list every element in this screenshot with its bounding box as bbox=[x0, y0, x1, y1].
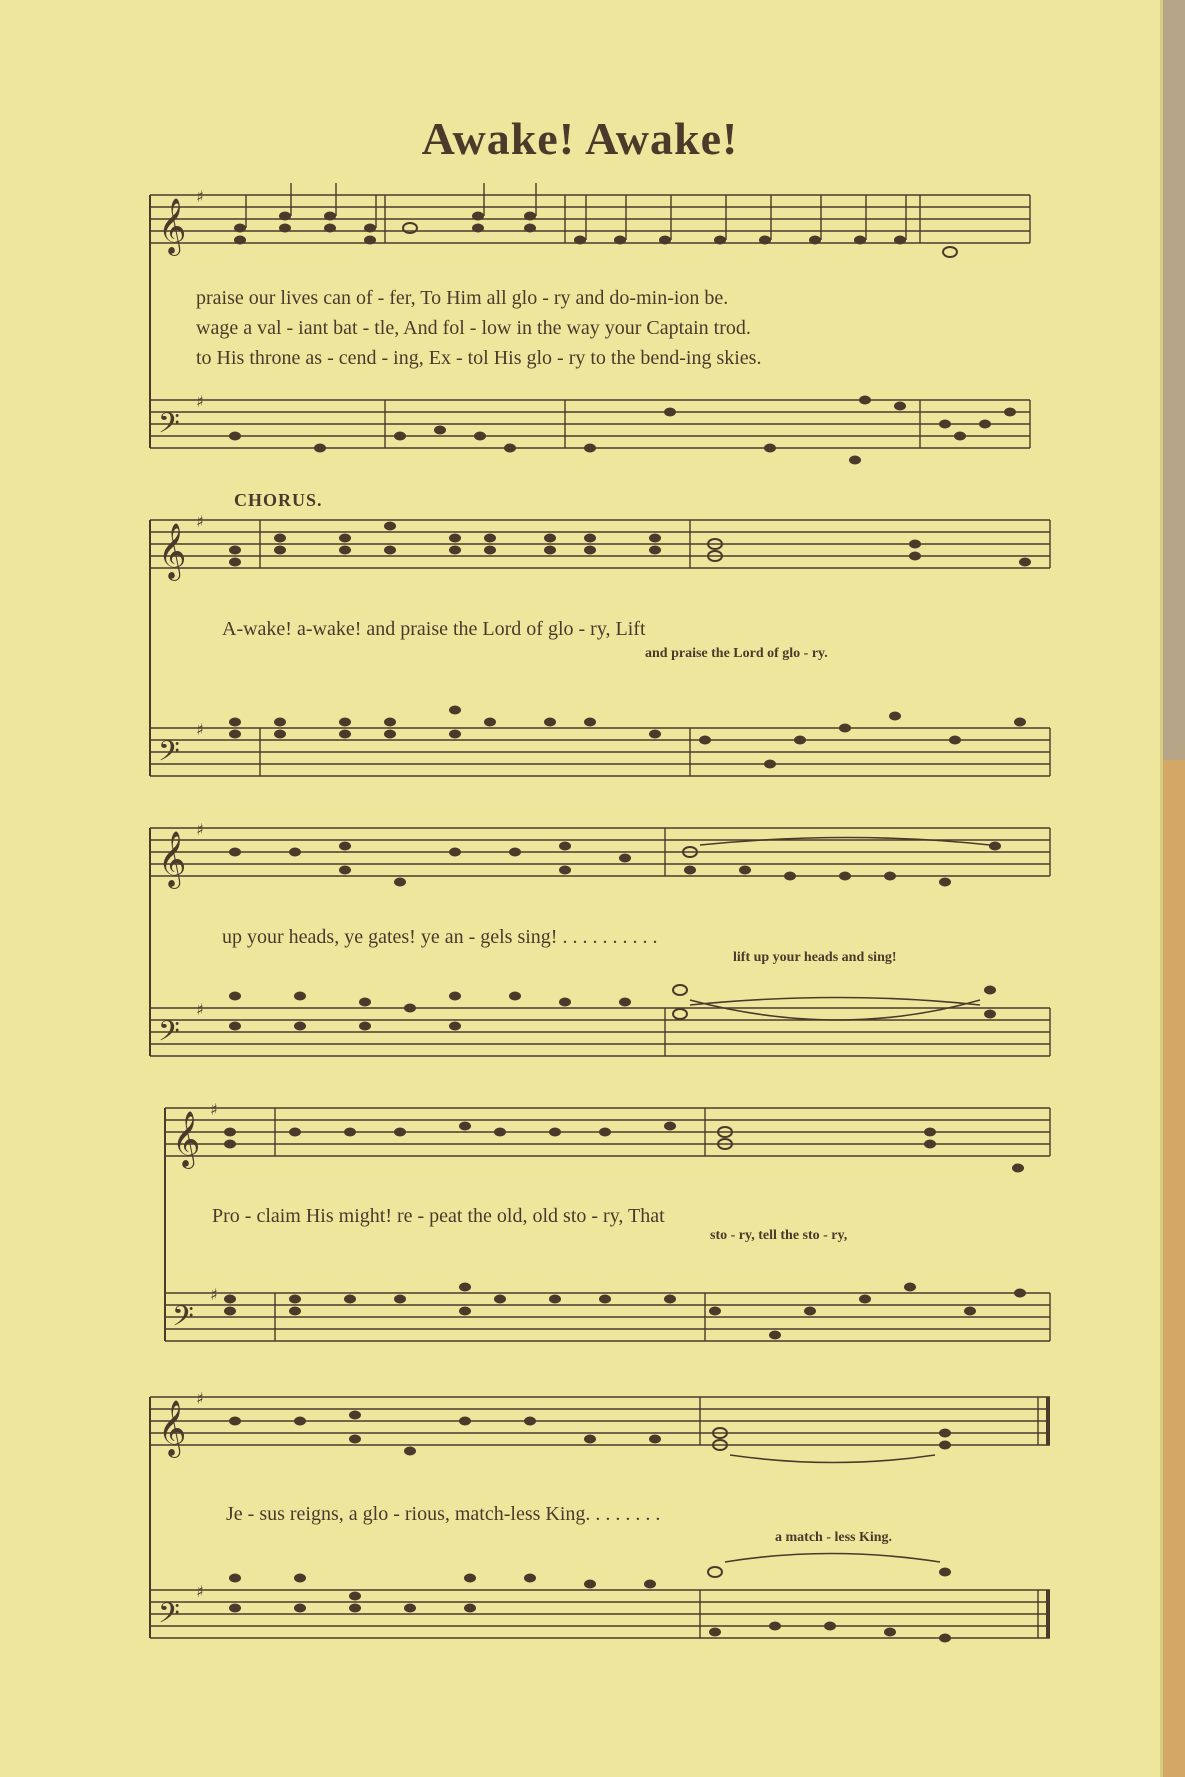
chorus-label: CHORUS. bbox=[234, 490, 323, 510]
svg-text:𝄞: 𝄞 bbox=[158, 1400, 187, 1456]
svg-text:𝄞: 𝄞 bbox=[158, 831, 187, 887]
ties bbox=[690, 838, 990, 1563]
chorus-line-3: Pro - claim His might! re - peat the old, old sto - ry, That bbox=[212, 1205, 665, 1227]
chorus-line-1: A-wake! a-wake! and praise the Lord of glo - ry, Lift bbox=[222, 618, 646, 640]
svg-text:♯: ♯ bbox=[196, 820, 204, 839]
svg-text:♯: ♯ bbox=[196, 512, 204, 531]
chorus-line-4: Je - sus reigns, a glo - rious, match-less King. . . . . . . . bbox=[226, 1503, 661, 1525]
note-heads bbox=[224, 183, 1031, 1643]
svg-text:♯: ♯ bbox=[196, 187, 204, 206]
svg-text:♯: ♯ bbox=[196, 1582, 204, 1601]
chorus-line-2: up your heads, ye gates! ye an - gels sing! . . . . . . . . . . bbox=[222, 926, 658, 948]
svg-text:𝄢: 𝄢 bbox=[158, 1015, 180, 1055]
svg-text:♯: ♯ bbox=[196, 392, 204, 411]
bass-clef-icon: 𝄢 bbox=[158, 407, 180, 447]
svg-text:♯: ♯ bbox=[210, 1100, 218, 1119]
chorus-line-4-bass: a match - less King. bbox=[775, 1530, 893, 1545]
svg-text:𝄢: 𝄢 bbox=[172, 1300, 194, 1340]
verse-line-3: to His throne as - cend - ing, Ex - tol His glo - ry to the bend-ing skies. bbox=[196, 347, 762, 369]
verse-line-2: wage a val - iant bat - tle, And fol - low in the way your Captain trod. bbox=[196, 317, 751, 339]
svg-text:♯: ♯ bbox=[196, 1389, 204, 1408]
svg-text:𝄞: 𝄞 bbox=[158, 523, 187, 579]
chorus-line-3-bass: sto - ry, tell the sto - ry, bbox=[710, 1228, 848, 1243]
svg-text:♯: ♯ bbox=[210, 1285, 218, 1304]
svg-text:𝄢: 𝄢 bbox=[158, 1597, 180, 1637]
svg-text:𝄢: 𝄢 bbox=[158, 735, 180, 775]
svg-text:𝄞: 𝄞 bbox=[172, 1111, 201, 1167]
page-title: Awake! Awake! bbox=[421, 113, 739, 164]
adjacent-page-edge bbox=[1163, 760, 1185, 1777]
chorus-line-2-bass: lift up your heads and sing! bbox=[733, 950, 897, 965]
svg-text:♯: ♯ bbox=[196, 1000, 204, 1019]
treble-clef-icon: 𝄞 bbox=[158, 198, 187, 254]
svg-text:♯: ♯ bbox=[196, 720, 204, 739]
chorus-line-1-bass: and praise the Lord of glo - ry. bbox=[645, 646, 828, 661]
verse-line-1: praise our lives can of - fer, To Him all glo - ry and do-min-ion be. bbox=[196, 287, 729, 309]
